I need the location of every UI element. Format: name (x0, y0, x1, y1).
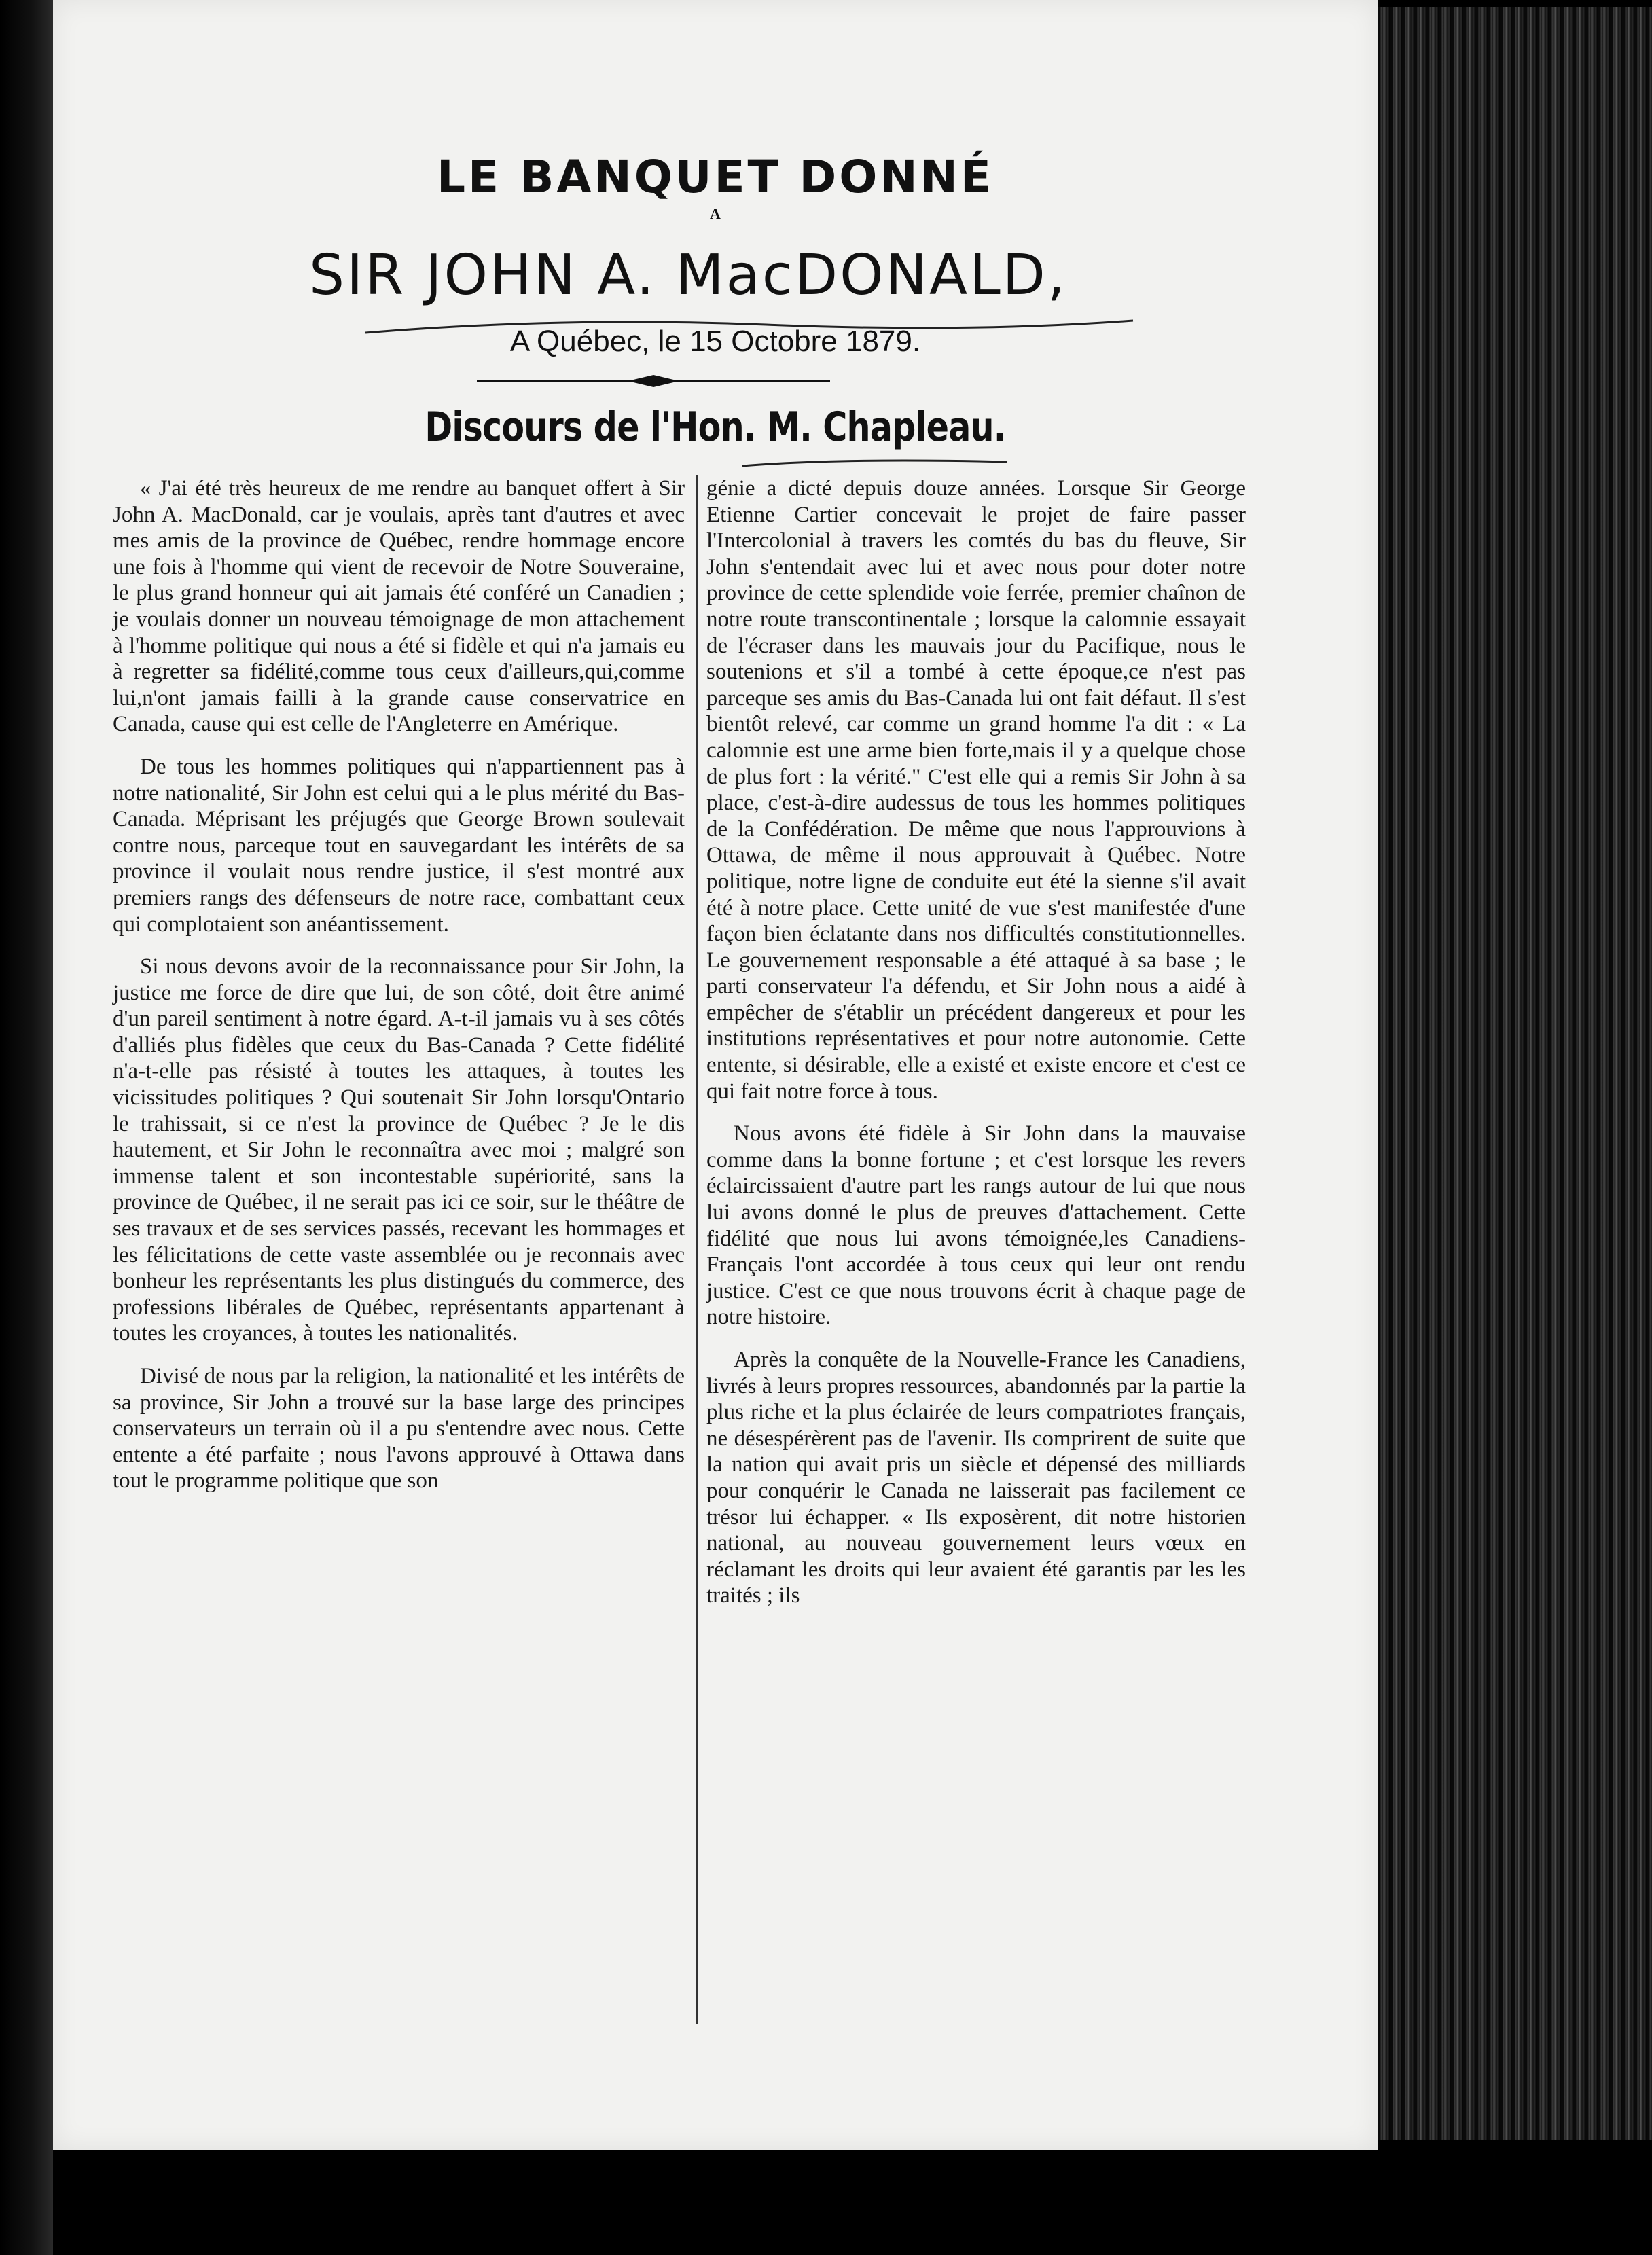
paragraph: Après la conquête de la Nouvelle-France les Canadiens, livrés à leurs propres ressources, abandonnés par la partie la plus riche et la plus éclairée de leurs compatriotes français, ne désespérèrent pas de l'avenir. Ils comprirent de suite que la nation qui avait pris un siècle et dépensé des milliards pour conquérir le Canada ne laisserait pas facilement ce trésor lui échapper. « Ils exposèrent, dit notre historien national, au nouveau gouvernement leurs vœux en réclamant les droits qui leur avaient été garantis par les les traités ; ils (706, 1348, 1246, 1608)
scan-left-edge (0, 0, 53, 2255)
paragraph: Nous avons été fidèle à Sir John dans la mauvaise comme dans la bonne fortune ; et c'est lorsque les revers éclaircissaient d'autre part les rangs autour de lui que nous lui avons donné le plus de preuves d'attachement. Cette fidélité que nous lui avons témoignée,les Canadiens-Français l'ont accordée à tous ceux qui leur ont rendu justice. C'est ce que nous trouvons écrit à chaque page de notre histoire. (706, 1121, 1246, 1330)
left-column (113, 475, 685, 1494)
paragraph: Divisé de nous par la religion, la nationalité et les intérêts de sa province, Sir John a trouvé sur la base large des principes conservateurs un terrain où il a pu s'entendre avec nous. Cette entente a été parfaite ; nous l'avons approuvé à Ottawa dans tout le programme politique que son (113, 1364, 685, 1494)
headline-connector: A (710, 205, 721, 222)
paragraph: De tous les hommes politiques qui n'appartiennent pas à notre nationalité, Sir John est celui qui a le plus mérité du Bas-Canada. Méprisant les préjugés que George Brown soulevait contre nous, parceque tout en sauvegardant les intérêts de sa province il voulait nous rendre justice, il s'est montré aux premiers rangs des défenseurs de notre race, combattant ceux qui complotaient son anéantissement. (113, 754, 685, 937)
headline-name: SIR JOHN A. MacDONALD, (309, 243, 1067, 308)
paragraph: génie a dicté depuis douze années. Lorsque Sir George Etienne Cartier concevait le projet de faire passer l'Intercolonial à travers les comtés du bas du fleuve, Sir John s'entendait avec lui et avec nous pour doter notre province de cette splendide voie ferrée, premier chaînon de notre route transcontinentale ; lorsque la calomnie essayait de l'écraser dans les mauvais jour du Pacifique, nous le soutenions et s'il a tombé à cette époque,ce n'est pas parceque ses amis du Bas-Canada lui ont fait défaut. Il s'est bientôt relevé, car comme un grand homme l'a dit : « La calomnie est une arme bien forte,mais il y a quelque chose de plus fort : la vérité." C'est elle qui a remis Sir John à sa place, c'est-à-dire audessus de tous les hommes politiques de la Confédération. De même que nous l'approuvions à Ottawa, de même il nous approuvait à Québec. Notre politique, notre ligne de conduite eut été la sienne s'il avait été à notre place. Cette unité de vue s'est manifestée d'une façon bien éclatante dans nos difficultés constitutionnelles. Le gouvernement responsable a été attaqué à sa base ; le parti conservateur l'a défendu, et Sir John nous a aidé à empêcher de s'établir un précédent dangereux et pour les institutions représentatives et pour notre autonomie. Cette entente, si désirable, elle a existé et existe encore et c'est ce qui fait notre force à tous. (706, 476, 1246, 1104)
ornamental-divider (477, 371, 830, 391)
paragraph: « J'ai été très heureux de me rendre au banquet offert à Sir John A. MacDonald, car je voulais, après tant d'autres et avec mes amis de la province de Québec, rendre hommage encore une fois à l'homme qui vient de recevoir de Notre Souveraine, le plus grand honneur qui ait jamais été conféré un Canadien ; je voulais donner un nouveau témoignage de mon attachement à l'homme politique qui nous a été si fidèle et qui n'a jamais eu à regretter sa fidélité,comme tous ceux d'ailleurs,qui,comme lui,n'ont jamais failli à la grande cause conservatrice en Canada, cause qui est celle de l'Angleterre en Amérique. (113, 476, 685, 737)
headline-banquet: LE BANQUET DONNÉ (437, 151, 994, 203)
newspaper-page (53, 0, 1378, 2150)
book-binding (1378, 7, 1652, 2140)
right-column (706, 475, 1246, 1609)
paragraph: Si nous devons avoir de la reconnaissance pour Sir John, la justice me force de dire que lui, de son côté, doit être animé d'un pareil sentiment à notre égard. A-t-il jamais vu à ses côtés d'alliés plus fidèles que ceux du Bas-Canada ? Cette fidélité n'a-t-elle pas résisté à toutes les attaques, à toutes les vicissitudes politiques ? Qui soutenait Sir John lorsqu'Ontario le trahissait, si ce n'est la province de Québec ? Je le dis hautement, et Sir John le reconnaîtra avec moi ; malgré son immense talent et son incontestable supériorité, sans la province de Québec, il ne serait pas ici ce soir, sur le théâtre de ses travaux et de ses services passés, recevant les hommages et les félicitations de cette vaste assemblée ou je reconnais avec bonheur les représentants les plus distingués du commerce, des professions libérales de Québec, représentants appartenant à toutes les croyances, à toutes les nationalités. (113, 954, 685, 1346)
column-rule (696, 475, 698, 2024)
speech-title: Discours de l'Hon. M. Chapleau. (425, 403, 1006, 451)
dateline: A Québec, le 15 Octobre 1879. (509, 325, 921, 358)
title-underline-swash (739, 456, 1011, 470)
